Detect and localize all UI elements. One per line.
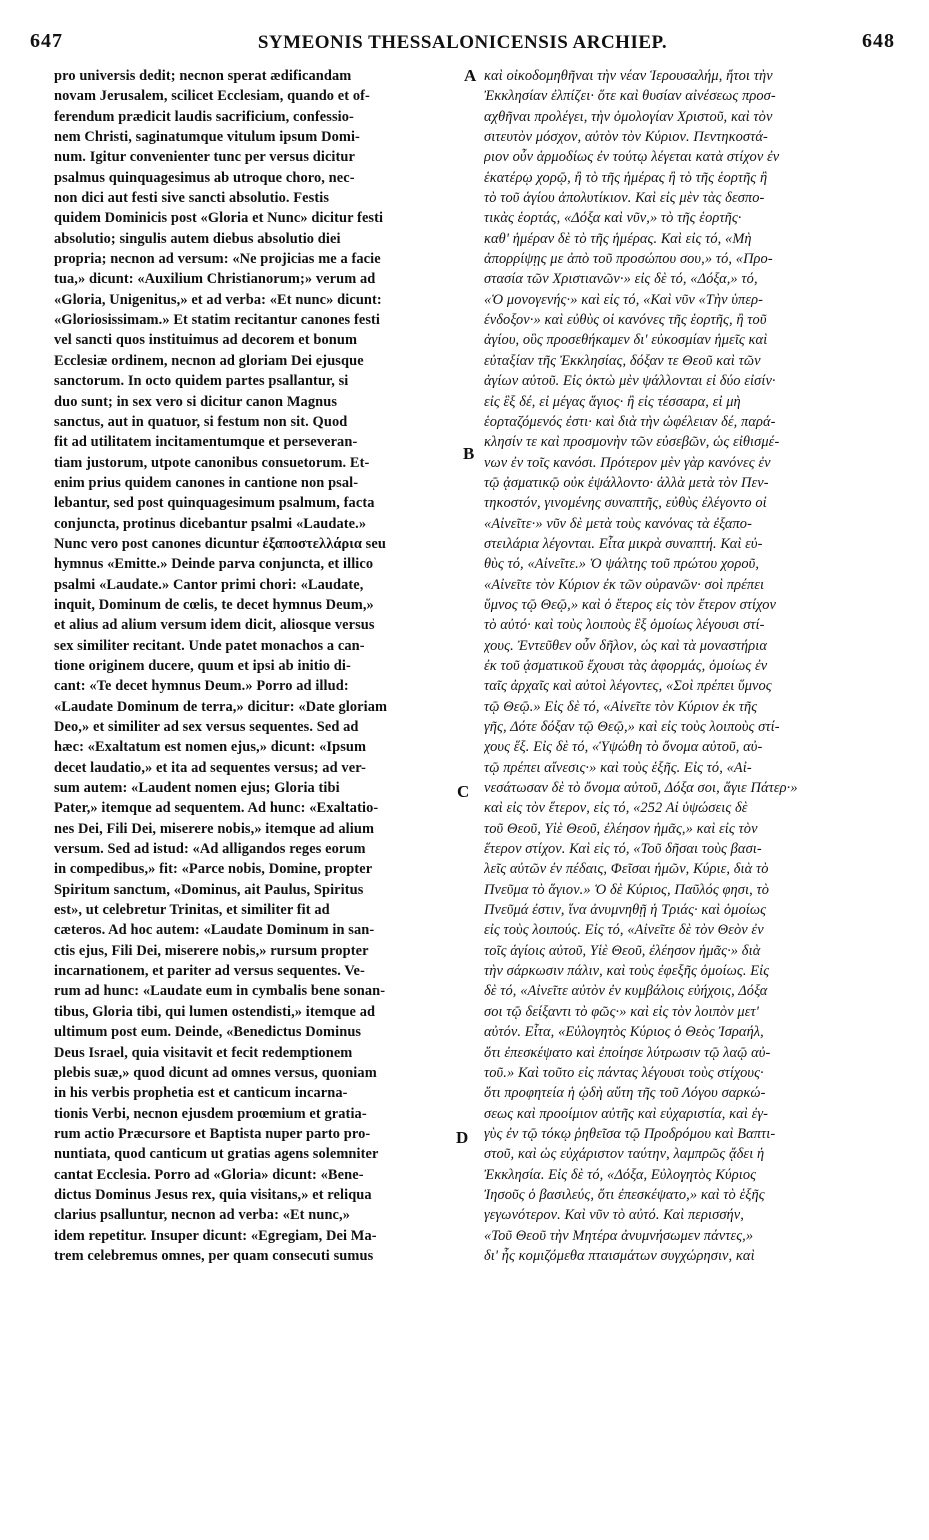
- text-line: τῷ Θεῷ.» Εἰς δὲ τό, «Αἰνεῖτε τὸν Κύριον ἐκ τῆς: [484, 698, 758, 715]
- text-line: trem celebremus omnes, per quam consecuti sumus: [54, 1247, 374, 1264]
- text-line: σιτευτὸν μόσχον, αὐτὸν τὸν Κύριον. Πεντηκοστά-: [484, 129, 768, 146]
- text-line: cantat Ecclesia. Porro ad «Gloria» dicunt: «Bene-: [54, 1166, 364, 1183]
- latin-text-column: [54, 66, 454, 1266]
- left-page-number: 647: [30, 30, 63, 52]
- right-page-number: 648: [862, 30, 895, 52]
- text-line: sanctus, aut in quatuor, si festum non sit. Quod: [54, 413, 348, 430]
- text-line: psalmus quinquagesimus ab utroque choro, nec-: [54, 169, 355, 186]
- text-line: rum actio Præcursore et Baptista nuper parto pro-: [54, 1125, 371, 1142]
- text-line: Πνεῦμα τὸ ἅγιον.» Ὁ δὲ Κύριος, Παῦλός φησι, τὸ: [484, 881, 770, 898]
- text-line: γὺς ἐν τῷ τόκῳ ῥηθεῖσα τῷ Προδρόμου καὶ Βαπτι-: [484, 1125, 776, 1142]
- text-line: Deo,» et similiter ad sex versus sequentes. Sed ad: [54, 719, 359, 735]
- text-line: καὶ εἰς τὸν ἕτερον, εἰς τό, «252 Αἱ ὑψώσεις δὲ: [484, 800, 748, 817]
- text-line: τικὰς ἑορτάς, «Δόξα καὶ νῦν,» τὸ τῆς ἑορτῆς·: [484, 210, 742, 227]
- text-line: νων ἐν τοῖς κανόσι. Πρότερον μὲν γὰρ κανόνες ἐν: [484, 454, 771, 471]
- text-line: num. Igitur convenienter tunc per versus dicitur: [54, 149, 356, 166]
- text-line: conjuncta, protinus dicebantur psalmi «Laudate.»: [54, 515, 367, 532]
- text-line: vel sancti quos instituimus ad decorem et bonum: [54, 332, 358, 349]
- text-line: ultimum post eum. Deinde, «Benedictus Dominus: [54, 1024, 362, 1041]
- margin-marker-b: B: [463, 444, 475, 463]
- text-line: στασία τῶν Χριστιανῶν·» εἰς δὲ τό, «Δόξα,» τό,: [484, 271, 758, 288]
- text-line: ὅτι προφητεία ἡ ᾠδὴ αὕτη τῆς τοῦ Λόγου σαρκώ-: [484, 1085, 766, 1102]
- running-header: [30, 30, 895, 56]
- text-line: Spiritum sanctum, «Dominus, ait Paulus, Spiritus: [54, 881, 364, 898]
- text-line: στειλάρια λέγονται. Εἶτα μικρὰ συναπτή. Καὶ εὐ-: [484, 535, 763, 552]
- text-line: ἑορταζόμενός ἐστι· καὶ διὰ τὴν ὠφέλειαν δέ, παρά-: [484, 413, 776, 430]
- text-line: Πνεῦμά ἐστιν, ἵνα ἀνυμνηθῇ ἡ Τριάς· καὶ ὁμοίως: [484, 902, 767, 919]
- text-line: nes Dei, Fili Dei, miserere nobis,» itemque ad alium: [54, 820, 375, 837]
- text-line: in compedibus,» fit: «Parce nobis, Domine, propter: [54, 861, 373, 878]
- text-line: rum ad hunc: «Laudate eum in cymbalis bene sonan-: [54, 983, 386, 1000]
- text-line: στοῦ, καὶ ὡς εὐχάριστον ταύτην, λαμπρῶς ᾄδει ἡ: [484, 1146, 765, 1163]
- text-line: Ἐκκλησίαν ἐλπίζει· ὅτε καὶ θυσίαν αἰνέσεως προσ-: [484, 88, 776, 105]
- text-line: ctis ejus, Fili Dei, miserere nobis,» rursum propter: [54, 942, 369, 959]
- text-line: ἑκατέρῳ χορῷ, ἢ τὸ τῆς ἡμέρας ἢ τὸ τῆς ἑορτῆς ἢ: [484, 169, 768, 186]
- text-line: plebis suæ,» quod dicunt ad omnes versus, quoniam: [54, 1064, 377, 1081]
- text-line: clarius psalluntur, necnon ad verba: «Et nunc,»: [54, 1207, 351, 1224]
- text-line: τὸ τοῦ ἁγίου ἀπολυτίκιον. Καὶ εἰς μὲν τὰς δεσπο-: [484, 190, 765, 207]
- text-line: αχθῆναι προλέγει, τὴν ὁμολογίαν Χριστοῦ, καὶ τὸν: [484, 108, 773, 125]
- text-line: ὕμνος τῷ Θεῷ,» καὶ ὁ ἕτερος εἰς τὸν ἕτερον στίχον: [484, 596, 777, 613]
- text-line: nuntiata, quod canticum ut gratias agens solemniter: [54, 1146, 379, 1163]
- text-line: hæc: «Exaltatum est nomen ejus,» dicunt: «Ipsum: [54, 739, 367, 756]
- text-line: «Αἰνεῖτε τὸν Κύριον ἐκ τῶν οὐρανῶν· σοὶ πρέπει: [484, 576, 765, 593]
- text-line: est», ut celebretur Trinitas, et similiter fit ad: [54, 902, 330, 919]
- text-line: quidem Dominicis post «Gloria et Nunc» dicitur festi: [54, 210, 384, 227]
- text-line: τὸ αὐτό· καὶ τοὺς λοιποὺς ἓξ ὁμοίως λέγουσι στί-: [484, 617, 765, 634]
- text-line: dictus Dominus Jesus rex, quia visitans,» et reliqua: [54, 1186, 372, 1203]
- text-line: γεγωνότερον. Καὶ νῦν τὸ αὐτό. Καὶ περισσήν,: [484, 1207, 744, 1224]
- text-line: tibus, Gloria tibi, qui lumen ostendisti,» itemque ad: [54, 1003, 376, 1020]
- text-line: δι' ἧς κομιζόμεθα πταισμάτων συγχώρησιν, καὶ: [484, 1247, 755, 1264]
- text-line: καθ' ἡμέραν δὲ τὸ τῆς ἡμέρας. Καὶ εἰς τό, «Μὴ: [484, 230, 752, 247]
- text-line: τοῦ.» Καὶ τοῦτο εἰς πάντας λέγουσι τοὺς στίχους·: [484, 1064, 764, 1081]
- text-line: ταῖς ἀρχαῖς καὶ αὐτοὶ λέγοντες, «Σοὶ πρέπει ὕμνος: [484, 678, 772, 695]
- text-line: γῆς, Δότε δόξαν τῷ Θεῷ,» καὶ εἰς τοὺς λοιποὺς στί-: [484, 719, 780, 735]
- text-line: νεσάτωσαν δὲ τὸ ὄνομα αὐτοῦ, Δόξα σοι, ἅγιε Πάτερ·»: [484, 780, 798, 797]
- text-line: psalmi «Laudate.» Cantor primi chori: «Laudate,: [54, 576, 364, 593]
- text-line: «Ὁ μονογενής·» καὶ εἰς τό, «Καὶ νῦν «Τὴν ὑπερ-: [484, 291, 764, 308]
- text-line: χους. Ἐντεῦθεν οὖν δῆλον, ὡς καὶ τὰ μοναστήρια: [484, 637, 767, 654]
- text-line: εὐταξίαν τῆς Ἐκκλησίας, δόξαν τε Θεοῦ καὶ τῶν: [484, 352, 761, 369]
- text-line: ferendum prædicit laudis sacrificium, confessio-: [54, 108, 354, 125]
- margin-marker-c: C: [457, 782, 470, 801]
- text-line: nem Christi, saginatumque vitulum ipsum Domi-: [54, 129, 360, 146]
- margin-marker-d: D: [456, 1128, 469, 1147]
- text-line: lebantur, sed post quinquagesimum psalmum, facta: [54, 495, 375, 512]
- text-line: versum. Sed ad istud: «Ad alligandos reges eorum: [54, 841, 366, 858]
- text-line: propria; necnon ad versum: «Ne projicias me a facie: [54, 251, 381, 268]
- text-line: tua,» dicunt: «Auxilium Christianorum;» verum ad: [54, 271, 376, 288]
- text-line: εἰς ἓξ δέ, εἰ μέγας ἅγιος· ἢ εἰς τέσσαρα, εἰ μὴ: [484, 393, 741, 410]
- text-line: tionis Verbi, necnon ejusdem proœmium et gratia-: [54, 1105, 367, 1122]
- text-line: ἁγίων αὐτοῦ. Εἰς ὀκτὼ μὲν ψάλλονται εἰ δύο εἰσίν·: [484, 373, 776, 390]
- text-line: Deus Israel, quia visitavit et fecit redemptionem: [54, 1044, 353, 1061]
- text-line: ἕτερον στίχον. Καὶ εἰς τό, «Τοῦ δῆσαι τοὺς βασι-: [484, 841, 762, 858]
- text-line: τοῦ Θεοῦ, Υἱὲ Θεοῦ, ἐλέησον ἡμᾶς,» καὶ εἰς τὸν: [484, 820, 758, 837]
- text-line: ἀπορρίψῃς με ἀπὸ τοῦ προσώπου σου,» τό, «Προ-: [484, 251, 773, 268]
- text-line: Ἰησοῦς ὁ βασιλεύς, ὅτι ἐπεσκέψατο,» καὶ τὸ ἑξῆς: [484, 1186, 765, 1203]
- text-line: sum autem: «Laudent nomen ejus; Gloria tibi: [54, 780, 340, 797]
- text-line: ἐκ τοῦ ᾀσματικοῦ ἔχουσι τὰς ἀφορμάς, ὁμοίως ἐν: [484, 657, 768, 674]
- text-line: ριον οὖν ἁρμοδίως ἐν τούτῳ λέγεται κατὰ στίχον ἐν: [484, 149, 780, 166]
- text-line: Ἐκκλησία. Εἰς δὲ τό, «Δόξα, Εὐλογητὸς Κύριος: [484, 1166, 757, 1183]
- text-line: «Αἰνεῖτε·» νῦν δὲ μετὰ τοὺς κανόνας τὰ ἐξαπο-: [484, 515, 752, 532]
- text-line: τὴν σάρκωσιν πάλιν, καὶ τοὺς ἐφεξῆς ὁμοίως. Εἰς: [484, 963, 770, 980]
- text-line: in his verbis prophetia est et canticum incarna-: [54, 1085, 348, 1102]
- text-line: idem repetitur. Insuper dicunt: «Egregiam, Dei Ma-: [54, 1227, 377, 1244]
- text-line: inquit, Dominum de cœlis, te decet hymnus Deum,»: [54, 596, 374, 613]
- text-line: hymnus «Emitte.» Deinde parva conjuncta, et illico: [54, 556, 374, 573]
- text-line: «Gloriosissimam.» Et statim recitantur canones festi: [54, 312, 381, 329]
- text-line: cant: «Te decet hymnus Deum.» Porro ad illud:: [54, 678, 349, 695]
- text-line: Ecclesiæ ordinem, necnon ad gloriam Dei ejusque: [54, 352, 364, 369]
- text-line: λεῖς αὐτῶν ἐν πέδαις, Φεῖσαι ἡμῶν, Κύριε, διὰ τὸ: [484, 861, 769, 878]
- text-line: fit ad utilitatem incitamentumque et perseveran-: [54, 434, 358, 451]
- text-line: absolutio; singulis autem diebus absolutio diei: [54, 230, 341, 247]
- text-line: χους ἕξ. Εἰς δὲ τό, «Ὑψώθη τὸ ὄνομα αὐτοῦ, αὐ-: [484, 739, 763, 756]
- text-line: duo sunt; in sex vero si dicitur canon Magnus: [54, 393, 338, 410]
- text-line: novam Jerusalem, scilicet Ecclesiam, quando et of-: [54, 88, 370, 105]
- text-line: sex similiter recitant. Unde patet monachos a can-: [54, 637, 365, 654]
- text-line: sanctorum. In octo quidem partes psallantur, si: [54, 373, 349, 390]
- text-line: decet laudatio,» et ita ad sequentes versus; ad ver-: [54, 759, 367, 776]
- text-line: Pater,» itemque ad sequentem. Ad hunc: «Exaltatio-: [54, 800, 379, 817]
- greek-text-column: [484, 66, 884, 1266]
- margin-marker-a: A: [464, 66, 477, 85]
- text-line: δὲ τό, «Αἰνεῖτε αὐτὸν ἐν κυμβάλοις εὐήχοις, Δόξα: [484, 983, 768, 1000]
- text-line: tiam justorum, utpote canonibus consuetorum. Et-: [54, 454, 370, 471]
- text-line: tione originem ducere, quum et ipsi ab initio di-: [54, 657, 351, 674]
- text-line: τῷ ᾀσματικῷ οὐκ ἐψάλλοντο· ἀλλὰ μετὰ τὸν Πεν-: [484, 474, 769, 491]
- text-line: κλησίν τε καὶ προσμονὴν τῶν εὐσεβῶν, ὡς εἰθισμέ-: [484, 434, 780, 451]
- text-line: non dici aut festi sive sancti absolutio. Festis: [54, 190, 330, 207]
- text-line: pro universis dedit; necnon sperat ædificandam: [54, 68, 352, 84]
- text-line: τηκοστόν, γινομένης συναπτῆς, εὐθὺς ἐλέγοντο οἱ: [484, 495, 767, 512]
- running-title: SYMEONIS THESSALONICENSIS ARCHIEP.: [257, 32, 668, 53]
- text-line: ἁγίου, οὓς προσεθήκαμεν δι' εὐκοσμίαν ἡμεῖς καὶ: [484, 332, 768, 349]
- text-line: τῷ πρέπει αἴνεσις·» καὶ τοὺς ἑξῆς. Εἰς τό, «Αἰ-: [484, 759, 752, 776]
- text-line: αὐτόν. Εἶτα, «Εὐλογητὸς Κύριος ὁ Θεὸς Ἰσραήλ,: [484, 1024, 764, 1041]
- text-line: «Τοῦ Θεοῦ τὴν Μητέρα ἀνυμνήσωμεν πάντες,»: [484, 1227, 754, 1244]
- text-line: ένδοξον·» καὶ εὐθὺς οἱ κανόνες τῆς ἑορτῆς, ἢ τοῦ: [484, 312, 767, 329]
- text-line: «Laudate Dominum de terra,» dicitur: «Date gloriam: [54, 698, 388, 715]
- text-line: enim prius quidem canones in cantione non psal-: [54, 474, 359, 491]
- text-line: εἰς τοὺς λοιπούς. Εἰς τό, «Αἰνεῖτε δὲ τὸν Θεὸν ἐν: [484, 922, 764, 939]
- text-line: «Gloria, Unigenitus,» et ad verba: «Et nunc» dicunt:: [54, 291, 382, 308]
- text-line: incarnationem, et pariter ad versus sequentes. Ve-: [54, 963, 365, 980]
- text-line: σεως καὶ προοίμιον αὐτῆς καὶ εὐχαριστία, καὶ ἐγ-: [484, 1105, 769, 1122]
- text-line: ὅτι ἐπεσκέψατο καὶ ἐποίησε λύτρωσιν τῷ λαῷ αὐ-: [484, 1044, 771, 1061]
- text-line: τοῖς ἁγίοις αὐτοῦ, Υἱὲ Θεοῦ, ἐλέησον ἡμᾶς·» διὰ: [484, 942, 761, 959]
- text-line: et alius ad alium versum idem dicit, aliosque versus: [54, 617, 375, 634]
- text-line: cæteros. Ad hoc autem: «Laudate Dominum in san-: [54, 922, 375, 939]
- text-line: σοι τῷ δείξαντι τὸ φῶς·» καὶ εἰς τὸν λοιπὸν μετ': [484, 1003, 759, 1020]
- text-line: καὶ οἰκοδομηθῆναι τὴν νέαν Ἱερουσαλήμ, ἤτοι τὴν: [484, 68, 773, 84]
- text-line: Nunc vero post canones dicuntur ἐξαποστελλάρια seu: [54, 535, 386, 552]
- text-line: θὺς τό, «Αἰνεῖτε.» Ὁ ψάλτης τοῦ πρώτου χοροῦ,: [484, 556, 760, 573]
